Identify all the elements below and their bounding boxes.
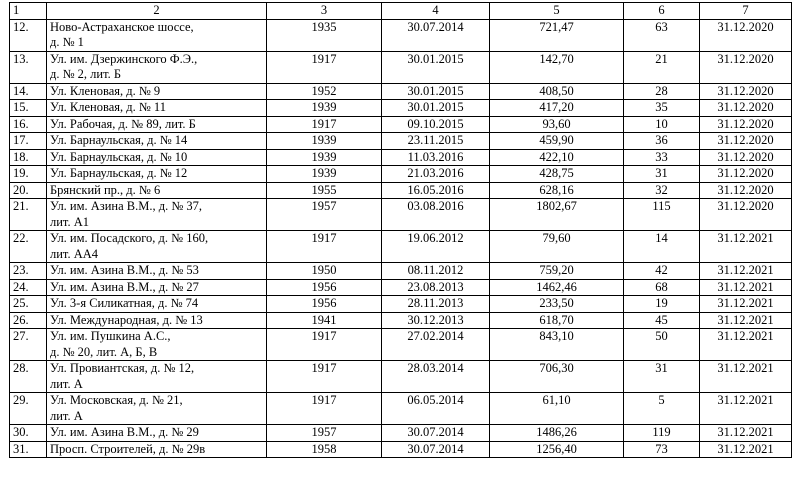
year-cell: 1939 — [267, 133, 382, 150]
address-line: Ул. им. Азина В.М., д. № 37, — [50, 199, 203, 213]
count-cell: 42 — [624, 263, 700, 280]
year-cell: 1956 — [267, 279, 382, 296]
deadline-cell: 31.12.2021 — [700, 425, 792, 442]
deadline-cell: 31.12.2020 — [700, 51, 792, 83]
address-line: д. № 2, лит. Б — [50, 67, 122, 81]
count-cell: 45 — [624, 312, 700, 329]
area-cell: 618,70 — [490, 312, 624, 329]
table-row — [10, 51, 792, 83]
row-number-cell: 12. — [10, 19, 47, 51]
date-cell: 30.01.2015 — [382, 51, 490, 83]
table-row — [10, 19, 792, 51]
table-row — [10, 182, 792, 199]
deadline-cell: 31.12.2021 — [700, 329, 792, 361]
address-cell — [47, 51, 267, 83]
area-cell: 459,90 — [490, 133, 624, 150]
row-number-cell: 23. — [10, 263, 47, 280]
date-cell: 08.11.2012 — [382, 263, 490, 280]
year-cell: 1917 — [267, 116, 382, 133]
date-cell: 21.03.2016 — [382, 166, 490, 183]
row-number-cell: 31. — [10, 441, 47, 458]
area-cell: 422,10 — [490, 149, 624, 166]
area-cell: 843,10 — [490, 329, 624, 361]
date-cell: 30.07.2014 — [382, 19, 490, 51]
count-cell: 32 — [624, 182, 700, 199]
address-cell — [47, 312, 267, 329]
year-cell: 1957 — [267, 199, 382, 231]
address-line: Ул. им. Азина В.М., д. № 27 — [50, 279, 199, 294]
count-cell: 63 — [624, 19, 700, 51]
row-number-cell: 28. — [10, 361, 47, 393]
count-cell: 28 — [624, 83, 700, 100]
date-cell: 19.06.2012 — [382, 231, 490, 263]
date-cell: 23.08.2013 — [382, 279, 490, 296]
table-row — [10, 296, 792, 313]
address-line: Ул. Московская, д. № 21, — [50, 393, 183, 407]
year-cell: 1952 — [267, 83, 382, 100]
header-cell-2: 2 — [47, 3, 267, 20]
header-row — [10, 3, 792, 20]
date-cell: 27.02.2014 — [382, 329, 490, 361]
address-line: Ул. Барнаульская, д. № 10 — [50, 149, 188, 164]
address-line: лит. А — [50, 376, 83, 391]
deadline-cell: 31.12.2021 — [700, 231, 792, 263]
document-table-container — [9, 2, 792, 458]
address-line: д. № 20, лит. А, Б, В — [50, 344, 158, 359]
address-line: Ул. им. Посадского, д. № 160, — [50, 231, 209, 245]
area-cell: 142,70 — [490, 51, 624, 83]
year-cell: 1939 — [267, 149, 382, 166]
row-number-cell: 22. — [10, 231, 47, 263]
address-line: Ул. им. Пушкина А.С., — [50, 329, 171, 343]
year-cell: 1955 — [267, 182, 382, 199]
year-cell: 1939 — [267, 166, 382, 183]
deadline-cell: 31.12.2021 — [700, 296, 792, 313]
table-row — [10, 199, 792, 231]
address-cell — [47, 83, 267, 100]
deadline-cell: 31.12.2021 — [700, 279, 792, 296]
address-line: Ул. Барнаульская, д. № 12 — [50, 166, 188, 180]
row-number-cell: 14. — [10, 83, 47, 100]
area-cell: 79,60 — [490, 231, 624, 263]
row-number-cell: 21. — [10, 199, 47, 231]
year-cell: 1917 — [267, 329, 382, 361]
address-line: Ул. Рабочая, д. № 89, лит. Б — [50, 116, 196, 131]
address-line: Ул. Провиантская, д. № 12, — [50, 361, 195, 375]
count-cell: 119 — [624, 425, 700, 442]
address-line: Ул. Кленовая, д. № 11 — [50, 100, 166, 114]
deadline-cell: 31.12.2020 — [700, 116, 792, 133]
date-cell: 30.07.2014 — [382, 441, 490, 458]
count-cell: 19 — [624, 296, 700, 313]
table-row — [10, 149, 792, 166]
address-cell — [47, 149, 267, 166]
date-cell: 23.11.2015 — [382, 133, 490, 150]
housing-table — [9, 2, 792, 458]
address-cell — [47, 231, 267, 263]
area-cell: 93,60 — [490, 116, 624, 133]
deadline-cell: 31.12.2021 — [700, 312, 792, 329]
header-cell-1: 1 — [10, 3, 47, 20]
area-cell: 417,20 — [490, 100, 624, 117]
count-cell: 35 — [624, 100, 700, 117]
address-line: Ул. Барнаульская, д. № 14 — [50, 133, 188, 147]
address-line: Ул. им. Азина В.М., д. № 53 — [50, 263, 199, 277]
row-number-cell: 18. — [10, 149, 47, 166]
area-cell: 628,16 — [490, 182, 624, 199]
address-line: Ново-Астраханское шоссе, — [50, 19, 194, 34]
table-row — [10, 100, 792, 117]
address-cell — [47, 182, 267, 199]
address-cell — [47, 133, 267, 150]
row-number-cell: 16. — [10, 116, 47, 133]
area-cell: 61,10 — [490, 393, 624, 425]
address-line: Ул. им. Азина В.М., д. № 29 — [50, 425, 199, 439]
year-cell: 1939 — [267, 100, 382, 117]
year-cell: 1957 — [267, 425, 382, 442]
deadline-cell: 31.12.2020 — [700, 83, 792, 100]
deadline-cell: 31.12.2021 — [700, 393, 792, 425]
deadline-cell: 31.12.2020 — [700, 133, 792, 150]
table-row — [10, 133, 792, 150]
row-number-cell: 17. — [10, 133, 47, 150]
table-row — [10, 83, 792, 100]
address-line: лит. А — [50, 408, 83, 423]
address-cell — [47, 329, 267, 361]
table-row — [10, 425, 792, 442]
count-cell: 31 — [624, 361, 700, 393]
table-row — [10, 231, 792, 263]
row-number-cell: 24. — [10, 279, 47, 296]
year-cell: 1958 — [267, 441, 382, 458]
year-cell: 1950 — [267, 263, 382, 280]
year-cell: 1935 — [267, 19, 382, 51]
count-cell: 73 — [624, 441, 700, 458]
deadline-cell: 31.12.2021 — [700, 361, 792, 393]
deadline-cell: 31.12.2020 — [700, 149, 792, 166]
address-cell — [47, 166, 267, 183]
year-cell: 1917 — [267, 393, 382, 425]
area-cell: 1486,26 — [490, 425, 624, 442]
area-cell: 408,50 — [490, 83, 624, 100]
row-number-cell: 29. — [10, 393, 47, 425]
address-cell — [47, 393, 267, 425]
table-row — [10, 329, 792, 361]
area-cell: 1802,67 — [490, 199, 624, 231]
table-row — [10, 263, 792, 280]
year-cell: 1956 — [267, 296, 382, 313]
year-cell: 1917 — [267, 231, 382, 263]
table-row — [10, 312, 792, 329]
area-cell: 1462,46 — [490, 279, 624, 296]
row-number-cell: 27. — [10, 329, 47, 361]
count-cell: 68 — [624, 279, 700, 296]
address-cell — [47, 441, 267, 458]
deadline-cell: 31.12.2020 — [700, 166, 792, 183]
address-cell — [47, 361, 267, 393]
address-cell — [47, 279, 267, 296]
header-cell-5: 5 — [490, 3, 624, 20]
address-line: лит. АА4 — [50, 246, 99, 261]
deadline-cell: 31.12.2020 — [700, 100, 792, 117]
address-cell — [47, 100, 267, 117]
row-number-cell: 20. — [10, 182, 47, 199]
address-cell — [47, 19, 267, 51]
count-cell: 36 — [624, 133, 700, 150]
deadline-cell: 31.12.2020 — [700, 199, 792, 231]
row-number-cell: 15. — [10, 100, 47, 117]
header-cell-6: 6 — [624, 3, 700, 20]
address-cell — [47, 296, 267, 313]
address-line: лит. А1 — [50, 214, 89, 229]
deadline-cell: 31.12.2021 — [700, 263, 792, 280]
year-cell: 1917 — [267, 361, 382, 393]
row-number-cell: 26. — [10, 312, 47, 329]
count-cell: 115 — [624, 199, 700, 231]
address-cell — [47, 263, 267, 280]
count-cell: 33 — [624, 149, 700, 166]
date-cell: 30.01.2015 — [382, 83, 490, 100]
table-row — [10, 279, 792, 296]
date-cell: 30.07.2014 — [382, 425, 490, 442]
date-cell: 09.10.2015 — [382, 116, 490, 133]
date-cell: 28.11.2013 — [382, 296, 490, 313]
address-line: Ул. Кленовая, д. № 9 — [50, 83, 161, 98]
deadline-cell: 31.12.2020 — [700, 19, 792, 51]
date-cell: 16.05.2016 — [382, 182, 490, 199]
area-cell: 1256,40 — [490, 441, 624, 458]
deadline-cell: 31.12.2021 — [700, 441, 792, 458]
count-cell: 50 — [624, 329, 700, 361]
table-row — [10, 166, 792, 183]
header-cell-3: 3 — [267, 3, 382, 20]
area-cell: 233,50 — [490, 296, 624, 313]
area-cell: 706,30 — [490, 361, 624, 393]
date-cell: 06.05.2014 — [382, 393, 490, 425]
table-row — [10, 116, 792, 133]
date-cell: 30.12.2013 — [382, 312, 490, 329]
year-cell: 1917 — [267, 51, 382, 83]
count-cell: 5 — [624, 393, 700, 425]
address-line: Брянский пр., д. № 6 — [50, 182, 161, 197]
header-cell-4: 4 — [382, 3, 490, 20]
address-cell — [47, 116, 267, 133]
area-cell: 428,75 — [490, 166, 624, 183]
count-cell: 21 — [624, 51, 700, 83]
count-cell: 14 — [624, 231, 700, 263]
address-cell — [47, 425, 267, 442]
date-cell: 30.01.2015 — [382, 100, 490, 117]
row-number-cell: 25. — [10, 296, 47, 313]
deadline-cell: 31.12.2020 — [700, 182, 792, 199]
row-number-cell: 19. — [10, 166, 47, 183]
address-line: д. № 1 — [50, 35, 84, 49]
row-number-cell: 13. — [10, 51, 47, 83]
header-cell-7: 7 — [700, 3, 792, 20]
address-line: Просп. Строителей, д. № 29в — [50, 441, 206, 456]
count-cell: 31 — [624, 166, 700, 183]
year-cell: 1941 — [267, 312, 382, 329]
table-row — [10, 441, 792, 458]
table-row — [10, 361, 792, 393]
address-cell — [47, 199, 267, 231]
area-cell: 759,20 — [490, 263, 624, 280]
row-number-cell: 30. — [10, 425, 47, 442]
count-cell: 10 — [624, 116, 700, 133]
date-cell: 03.08.2016 — [382, 199, 490, 231]
date-cell: 28.03.2014 — [382, 361, 490, 393]
address-line: Ул. 3-я Силикатная, д. № 74 — [50, 296, 199, 310]
area-cell: 721,47 — [490, 19, 624, 51]
address-line: Ул. Международная, д. № 13 — [50, 312, 203, 327]
table-row — [10, 393, 792, 425]
date-cell: 11.03.2016 — [382, 149, 490, 166]
address-line: Ул. им. Дзержинского Ф.Э., — [50, 51, 198, 66]
